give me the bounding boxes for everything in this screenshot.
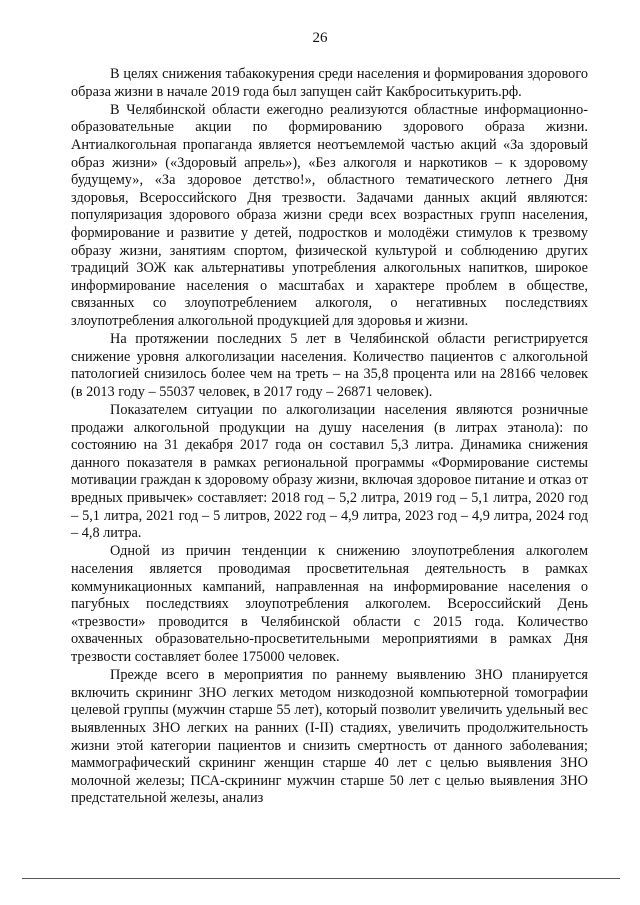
paragraph-cancer-screening: Прежде всего в мероприятия по раннему выявлению ЗНО планируется включить скрининг ЗНО легких методом низкодозной компьютерной томографии целевой группы (мужчин старше 55 лет), который позволит увеличить удельный вес выявленных ЗНО легких на ранних (I-II) стадиях, увеличить продолжительность жизни этой категории пациентов и снизить смертность от данного заболевания; маммографический скрининг женщин старше 40 лет с целью выявления ЗНО молочной железы; ПСА-скрининг мужчин старше 50 лет с целью выявления ЗНО предстательной железы, анализ	[71, 667, 588, 807]
paragraph-alcohol-sales-indicator: Показателем ситуации по алкоголизации населения являются розничные продажи алкогольной продукции на душу населения (в литрах этанола): по состоянию на 31 декабря 2017 года он составил 5,3 литра. Динамика снижения данного показателя в рамках региональной программы «Формирование системы мотивации граждан к здоровому образу жизни, включая здоровое питание и отказ от вредных привычек» составляет: 2018 год – 5,2 литра, 2019 год – 5,1 литра, 2020 год – 5,1 литра, 2021 год – 5 литров, 2022 год – 4,9 литра, 2023 год – 4,9 литра, 2024 год – 4,8 литра.	[71, 402, 588, 542]
paragraph-alcoholism-decline: На протяжении последних 5 лет в Челябинской области регистрируется снижение уровня алкоголизации населения. Количество пациентов с алкогольной патологией снизилось более чем на треть – на 35,8 процента или на 28166 человек (в 2013 году – 55037 человек, в 2017 году – 26871 человек).	[71, 331, 588, 400]
paragraph-tobacco-site: В целях снижения табакокурения среди населения и формирования здорового образа жизни в начале 2019 года был запущен сайт Какброситькурить.рф.	[71, 66, 588, 100]
paragraph-sobriety-day: Одной из причин тенденции к снижению злоупотребления алкоголем населения является проводимая просветительная деятельность в рамках коммуникационных кампаний, направленная на информирование населения о пагубных последствиях злоупотребления алкоголем. Всероссийский День «трезвости» проводится в Челябинской области с 2015 года. Количество охваченных образовательно-просветительными мероприятиями в рамках Дня трезвости составляет более 175000 человек.	[71, 543, 588, 665]
paragraph-awareness-campaigns: В Челябинской области ежегодно реализуются областные информационно-образовательные акции по формированию здорового образа жизни. Антиалкогольная пропаганда является неотъемлемой частью акций «За здоровый образ жизни» («Здоровый апрель»), «Без алкоголя и наркотиков – к здоровому будущему», «За здоровое детство!», областного тематического летнего Дня здоровья, Всероссийского Дня трезвости. Задачами данных акций являются: популяризация здорового образа жизни среди всех возрастных групп населения, формирование и развитие у детей, подростков и молодёжи стимулов к трезвому образу жизни, занятиям спортом, физической культурой и соблюдению других традиций ЗОЖ как альтернативы употребления алкогольных напитков, широкое информирование населения о масштабах и характере проблем в обществе, связанных со злоупотреблением алкоголя, о негативных последствиях злоупотребления алкогольной продукцией для здоровья и жизни.	[71, 101, 588, 329]
page-number: 26	[312, 30, 328, 46]
body-text	[71, 66, 588, 808]
footer-divider	[22, 878, 620, 879]
